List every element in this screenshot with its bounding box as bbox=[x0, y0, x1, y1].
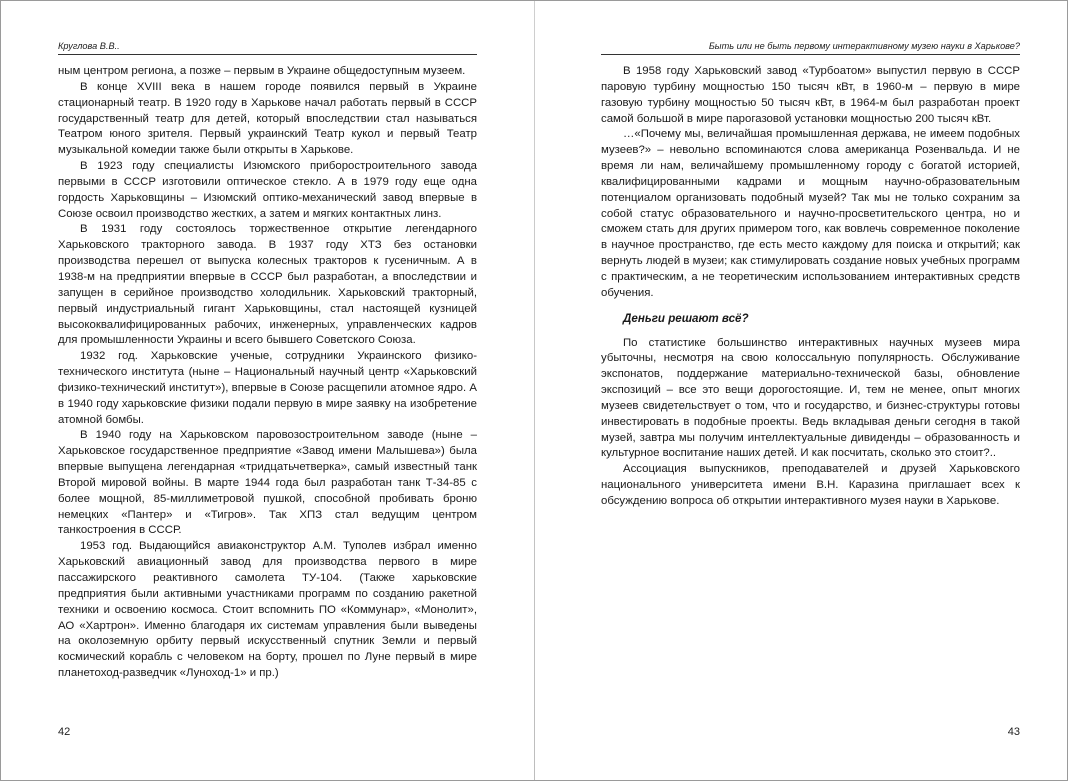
section-heading: Деньги решают всё? bbox=[623, 311, 749, 325]
right-page bbox=[601, 1, 1020, 780]
left-page-body bbox=[58, 64, 477, 682]
right-page-body bbox=[601, 64, 1020, 510]
left-page bbox=[58, 1, 477, 780]
paragraph: 1953 год. Выдающийся авиаконструктор А.М. Туполев избрал именно Харьковский авиационный завод для производства первого в мире пассажирского реактивного самолета ТУ-104. (Также харьковские предприятия были активными участниками программ по созданию ракетной техники и освоению космоса. Стоит вспомнить ПО «Коммунар», «Монолит», АО «Хартрон». Именно благодаря их системам управления были выведены на околоземную орбиту первый искусственный спутник Земли и первый космический корабль с человеком на борту, прошел по Луне первый в мире планетоход-разведчик «Луноход-1» и пр.) bbox=[58, 540, 477, 680]
paragraph: В 1923 году специалисты Изюмского приборостроительного завода первыми в СССР изготовили оптическое стекло. А в 1979 году еще одна гордость Харьковщины – Изюмский оптико-механический завод впервые в Союзе освоил производство жестких, а затем и мягких контактных линз. bbox=[58, 160, 477, 220]
paragraph: …«Почему мы, величайшая промышленная держава, не имеем подобных музеев?» – невольно вспоминаются слова американца Розенвальда. И не время ли нам, величайшему промышленному городу с богатой историей, квалифицированными кадрами и мощным научно-образовательным потенциалом организовать подобный музей? Так мы не только сохраним за собой статус образовательного и научно-просветительского центра, но и сможем стать для других примером того, как вовлечь современное поколение в научное пространство, где есть место каждому для поиска и открытий; как вернуть людей в музеи; как стимулировать создание новых учебных программ с практическим, а не теоретическим использованием интерактивных средств обучения. bbox=[601, 128, 1020, 299]
paragraph: По статистике большинство интерактивных научных музеев мира убыточны, несмотря на свою колоссальную популярность. Обслуживание экспонатов, поддержание материально-технической базы, обновление экспозиций – все это вещи дорогостоящие. И, тем не менее, опыт многих музеев свидетельствует о том, что и государство, и бизнес-структуры готовы инвестировать в подобные проекты. Ведь вкладывая деньги сегодня в такой музей, завтра мы получим интеллектуальные дивиденды – образованность и культурное воспитание наших детей. И как посчитать, сколько это стоит?.. bbox=[601, 336, 1020, 460]
paragraph: 1932 год. Харьковские ученые, сотрудники Украинского физико-технического института (ныне – Национальный научный центр «Харьковский физико-технический институт»), впервые в Союзе расщепили атомное ядро. А в 1940 году харьковские физики подали первую в мире заявку на изобретение атомной бомбы. bbox=[58, 350, 477, 426]
paragraph: В 1931 году состоялось торжественное открытие легендарного Харьковского тракторного завода. В 1937 году ХТЗ без остановки производства перешел от выпуска колесных тракторов к гусеничным. А в 1938-м на предприятии впервые в СССР был разработан, а впоследствии и запущен в серийное производство холодильник. Харьковский тракторный, первый индустриальный гигант Харьковщины, стал настоящей кузницей высококвалифицированных рабочих, инженерных, управленческих кадров для промышленности Украины и всего бывшего Советского Союза. bbox=[58, 223, 477, 347]
header-rule bbox=[58, 54, 477, 55]
page-number-left: 42 bbox=[58, 726, 71, 738]
left-running-head: Круглова В.В.. bbox=[58, 41, 120, 51]
paragraph: В 1940 году на Харьковском паровозостроительном заводе (ныне – Харьковское государственное предприятие «Завод имени Малышева») была впервые выпущена легендарная «тридцатьчетверка», самый известный танк Второй мировой войны. В марте 1944 года был разработан танк Т-34-85 с более мощной, 85-миллиметровой пушкой, способной пробивать броню немецких «Пантер» и «Тигров». Так ХПЗ стал ведущим центром танкостроения в СССР. bbox=[58, 429, 477, 537]
paragraph: ным центром региона, а позже – первым в Украине общедоступным музеем. bbox=[58, 65, 466, 77]
paragraph: Ассоциация выпускников, преподавателей и друзей Харьковского национального университета имени В.Н. Каразина приглашает всех к обсуждению вопроса об открытии интерактивного музея науки в Харькове. bbox=[601, 463, 1020, 507]
paragraph: В конце XVIII века в нашем городе появился первый в Украине стационарный театр. В 1920 году в Харькове начал работать первый в СССР государственный театр для детей, который впоследствии стал называться Театром юного зрителя. Первый украинский Театр кукол и первый Театр музыкальной комедии также были открыты в Харькове. bbox=[58, 80, 477, 157]
paragraph: В 1958 году Харьковский завод «Турбоатом» выпустил первую в СССР паровую турбину мощностью 150 тысяч кВт, в 1960-м – первую в мире газовую турбину мощностью 50 тысяч кВт, в 1964-м был разработан проект самой большой в мире парогазовой установки мощностью 200 тысяч кВт. bbox=[601, 65, 1020, 125]
page-number-right: 43 bbox=[1007, 726, 1020, 738]
page-fold bbox=[534, 1, 535, 780]
header-rule bbox=[601, 54, 1020, 55]
right-running-head: Быть или не быть первому интерактивному музею науки в Харькове? bbox=[708, 41, 1020, 51]
